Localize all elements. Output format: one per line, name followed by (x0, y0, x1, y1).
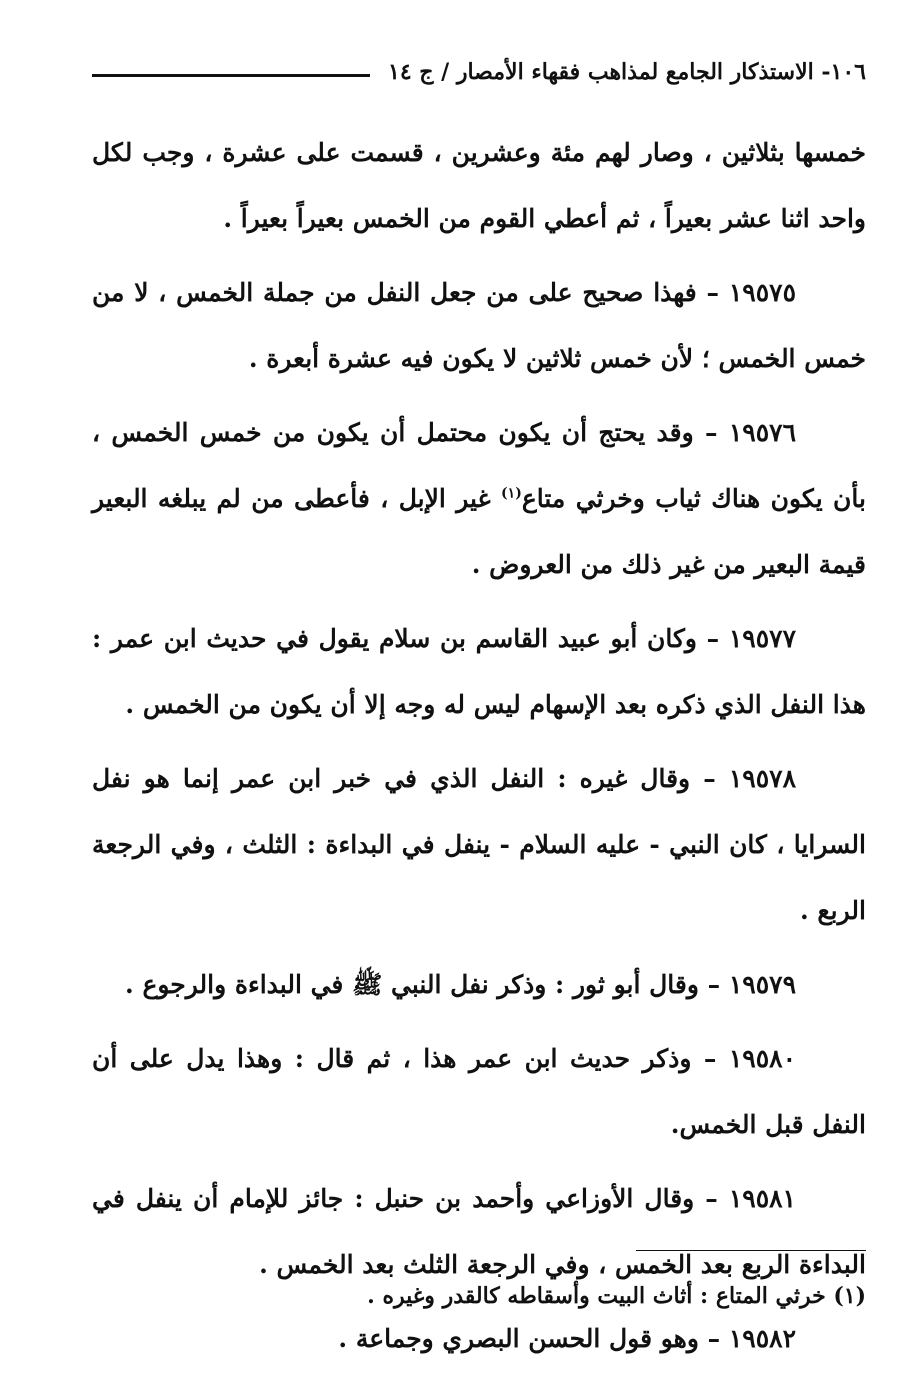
paragraph-text-cont: غير الإبل ، فأعطى من لم يبلغه البعير قيمة البعير من غير ذلك من العروض . (92, 484, 866, 579)
paragraph (92, 120, 866, 252)
paragraph: ١٩٥٧٧ – وكان أبو عبيد القاسم بن سلام يقول في حديث ابن عمر : هذا النفل الذي ذكره بعد الإسهام ليس له وجه إلا أن يكون من الخمس . (92, 624, 866, 719)
paragraph: ١٩٥٨٢ – وهو قول الحسن البصري وجماعة . (338, 1324, 796, 1353)
paragraph-number: ١٩٥٨٠ (728, 1044, 796, 1073)
paragraph: ١٩٥٧٥ – فهذا صحيح على من جعل النفل من جملة الخمس ، لا من خمس الخمس ؛ لأن خمس ثلاثين لا يكون فيه عشرة أبعرة . (92, 278, 866, 373)
footnote-text: (١) خرثي المتاع : أثاث البيت وأسقاطه كالقدر وغيره . (367, 1283, 866, 1309)
paragraph-number: ١٩٥٧٦ (728, 418, 796, 447)
paragraph-number: ١٩٥٧٧ (728, 624, 796, 653)
paragraph: ١٩٥٨١ – وقال الأوزاعي وأحمد بن حنبل : جائز للإمام أن ينفل في البداءة الربع بعد الخمس ، وفي الرجعة الثلث بعد الخمس . (92, 1184, 866, 1279)
paragraph-text: فهذا صحيح على من جعل النفل من جملة الخمس ، لا من خمس الخمس ؛ لأن خمس ثلاثين لا يكون فيه عشرة أبعرة . (92, 278, 866, 373)
header-rule (92, 74, 370, 77)
paragraph-number: ١٩٥٨١ (728, 1184, 796, 1213)
paragraph-number: ١٩٥٨٢ (728, 1324, 796, 1353)
paragraph-text: وذكر حديث ابن عمر هذا ، ثم قال : وهذا يدل على أن النفل قبل الخمس. (92, 1044, 866, 1139)
footnote (92, 1278, 866, 1314)
body-text (92, 120, 866, 1380)
paragraph-text: وهو قول الحسن البصري وجماعة . (338, 1324, 699, 1353)
footnote-rule (636, 1250, 866, 1251)
paragraph-text: وقد يحتج أن يكون محتمل أن يكون من خمس الخمس ، بأن يكون هناك ثياب وخرثي متاع (92, 418, 866, 513)
paragraph-text: وقال الأوزاعي وأحمد بن حنبل : جائز للإمام أن ينفل في البداءة الربع بعد الخمس ، وفي الرجعة الثلث بعد الخمس . (92, 1184, 866, 1279)
paragraph-number: ١٩٥٧٩ (728, 970, 796, 999)
footnote-marker: (١) (501, 485, 522, 502)
paragraph-text: وكان أبو عبيد القاسم بن سلام يقول في حديث ابن عمر : هذا النفل الذي ذكره بعد الإسهام ليس له وجه إلا أن يكون من الخمس . (92, 624, 866, 719)
paragraph: ١٩٥٧٦ – وقد يحتج أن يكون محتمل أن يكون من خمس الخمس ، بأن يكون هناك ثياب وخرثي متاع$^{(١)}$ غير الإبل ، فأعطى من لم يبلغه البعير قيمة البعير من غير ذلك من العروض . (92, 418, 866, 579)
paragraph-number: ١٩٥٧٥ (728, 278, 796, 307)
paragraph: ١٩٥٧٩ – وقال أبو ثور : وذكر نفل النبي ﷺ في البداءة والرجوع . (125, 970, 796, 999)
running-head (92, 52, 866, 92)
paragraph-number: ١٩٥٧٨ (728, 764, 796, 793)
paragraph: ١٩٥٧٨ – وقال غيره : النفل الذي في خبر ابن عمر إنما هو نفل السرايا ، كان النبي - عليه السلام - ينفل في البداءة : الثلث ، وفي الرجعة الربع . (92, 764, 866, 925)
paragraph: ١٩٥٨٠ – وذكر حديث ابن عمر هذا ، ثم قال : وهذا يدل على أن النفل قبل الخمس. (92, 1044, 866, 1139)
paragraph-text: وقال أبو ثور : وذكر نفل النبي ﷺ في البداءة والرجوع . (125, 970, 699, 999)
paragraph-text: خمسها بثلاثين ، وصار لهم مئة وعشرين ، قسمت على عشرة ، وجب لكل واحد اثنا عشر بعيراً ، ثم أعطي القوم من الخمس بعيراً بعيراً . (92, 138, 866, 233)
running-title: ١٠٦- الاستذكار الجامع لمذاهب فقهاء الأمصار / ج ١٤ (388, 59, 866, 85)
paragraph-text: وقال غيره : النفل الذي في خبر ابن عمر إنما هو نفل السرايا ، كان النبي - عليه السلام - ينفل في البداءة : الثلث ، وفي الرجعة الربع . (92, 764, 866, 925)
